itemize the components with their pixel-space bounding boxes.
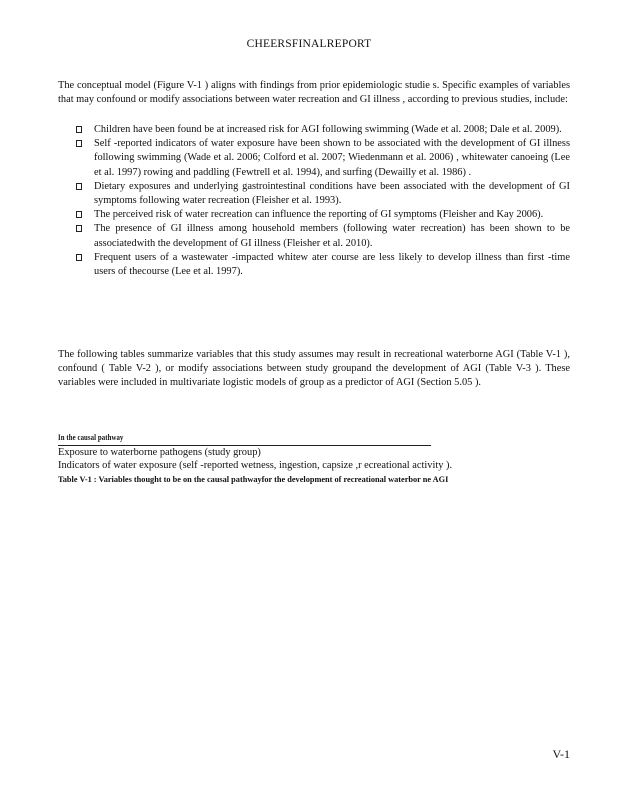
list-item: The presence of GI illness among household members (following water recreation) has been shown to be associatedwith the development of GI illness (Fleisher et al. 2010). xyxy=(76,222,570,250)
checkbox-bullet-icon xyxy=(76,126,82,133)
intro-paragraph: The conceptual model (Figure V-1 ) aligns with findings from prior epidemiologic studie s. Specific examples of variables that may confound or modify associations between water recreation and GI illness , according to previous studies, include: xyxy=(58,80,570,106)
list-item: Children have been found be at increased risk for AGI following swimming (Wade et al. 2008; Dale et al. 2009). xyxy=(76,123,570,137)
variable-list xyxy=(76,123,570,279)
checkbox-bullet-icon xyxy=(76,254,82,261)
list-item: Frequent users of a wastewater -impacted whitew ater course are less likely to develop illness than first -time users of thecourse (Lee et al. 1997). xyxy=(76,251,570,279)
list-item: Self -reported indicators of water exposure have been shown to be associated with the development of GI illness following swimming (Wade et al. 2006; Colford et al. 2007; Wiedenmann et al. 2006) , whitewater canoeing (Lee et al. 1997) rowing and paddling (Fewtrell et al. 1994), and surfing (Dewailly et al. 1986) . xyxy=(76,137,570,180)
page-number: V-1 xyxy=(552,747,570,761)
list-item: The perceived risk of water recreation can influence the reporting of GI symptoms (Fleisher and Kay 2006). xyxy=(76,208,570,222)
checkbox-bullet-icon xyxy=(76,183,82,190)
checkbox-bullet-icon xyxy=(76,211,82,218)
table-caption: Table V-1 : Variables thought to be on the causal pathwayfor the development of recreational waterbor ne AGI xyxy=(58,475,449,484)
checkbox-bullet-icon xyxy=(76,225,82,232)
tables-summary-paragraph: The following tables summarize variables that this study assumes may result in recreational waterborne AGI (Table V-1 ), confound ( Table V-2 ), or modify associations between study groupand the development of AGI (Table V-3 ). These variables were included in multivariate logistic models of group as a predictor of AGI (Section 5.05 ). xyxy=(58,349,570,389)
table-header: In the causal pathway xyxy=(58,432,431,446)
list-item: Dietary exposures and underlying gastrointestinal conditions have been associated with the development of GI symptoms following water recreation (Fleisher et al. 1993). xyxy=(76,180,570,208)
page-header: CHEERSFINALREPORT xyxy=(246,38,372,50)
table-row: Exposure to waterborne pathogens (study group) xyxy=(58,447,261,458)
table-row: Indicators of water exposure (self -reported wetness, ingestion, capsize ,r ecreational activity ). xyxy=(58,460,453,471)
checkbox-bullet-icon xyxy=(76,140,82,147)
table-v1 xyxy=(58,432,513,486)
